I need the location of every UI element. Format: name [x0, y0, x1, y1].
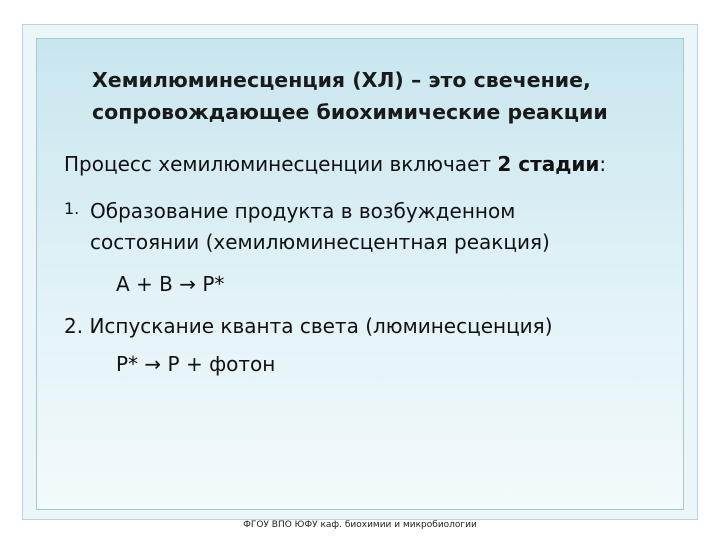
intro-suffix: :: [599, 152, 607, 176]
intro-prefix: Процесс хемилюминесценции включает: [64, 152, 498, 176]
slide-title: [92, 64, 692, 128]
list-item-2: 2. Испускание кванта света (люминесценция): [64, 314, 553, 338]
title-line-2: сопровождающее биохимические реакции: [92, 100, 608, 124]
list-item-1-line-2: состоянии (хемилюминесцентная реакция): [90, 230, 550, 254]
equation-1: А + В → Р*: [116, 272, 225, 296]
equation-2: Р* → Р + фотон: [116, 352, 276, 376]
title-line-1: Хемилюминесценция (ХЛ) – это свечение,: [92, 68, 591, 92]
footer-text: ФГОУ ВПО ЮФУ каф. биохимии и микробиологии: [243, 520, 477, 530]
intro-bold: 2 стадии: [497, 152, 600, 176]
list-item-1-text: [90, 196, 650, 258]
intro-text: [64, 152, 606, 176]
list-item-1-line-1: Образование продукта в возбужденном: [90, 199, 516, 223]
list-item-1-number: 1.: [64, 199, 80, 218]
